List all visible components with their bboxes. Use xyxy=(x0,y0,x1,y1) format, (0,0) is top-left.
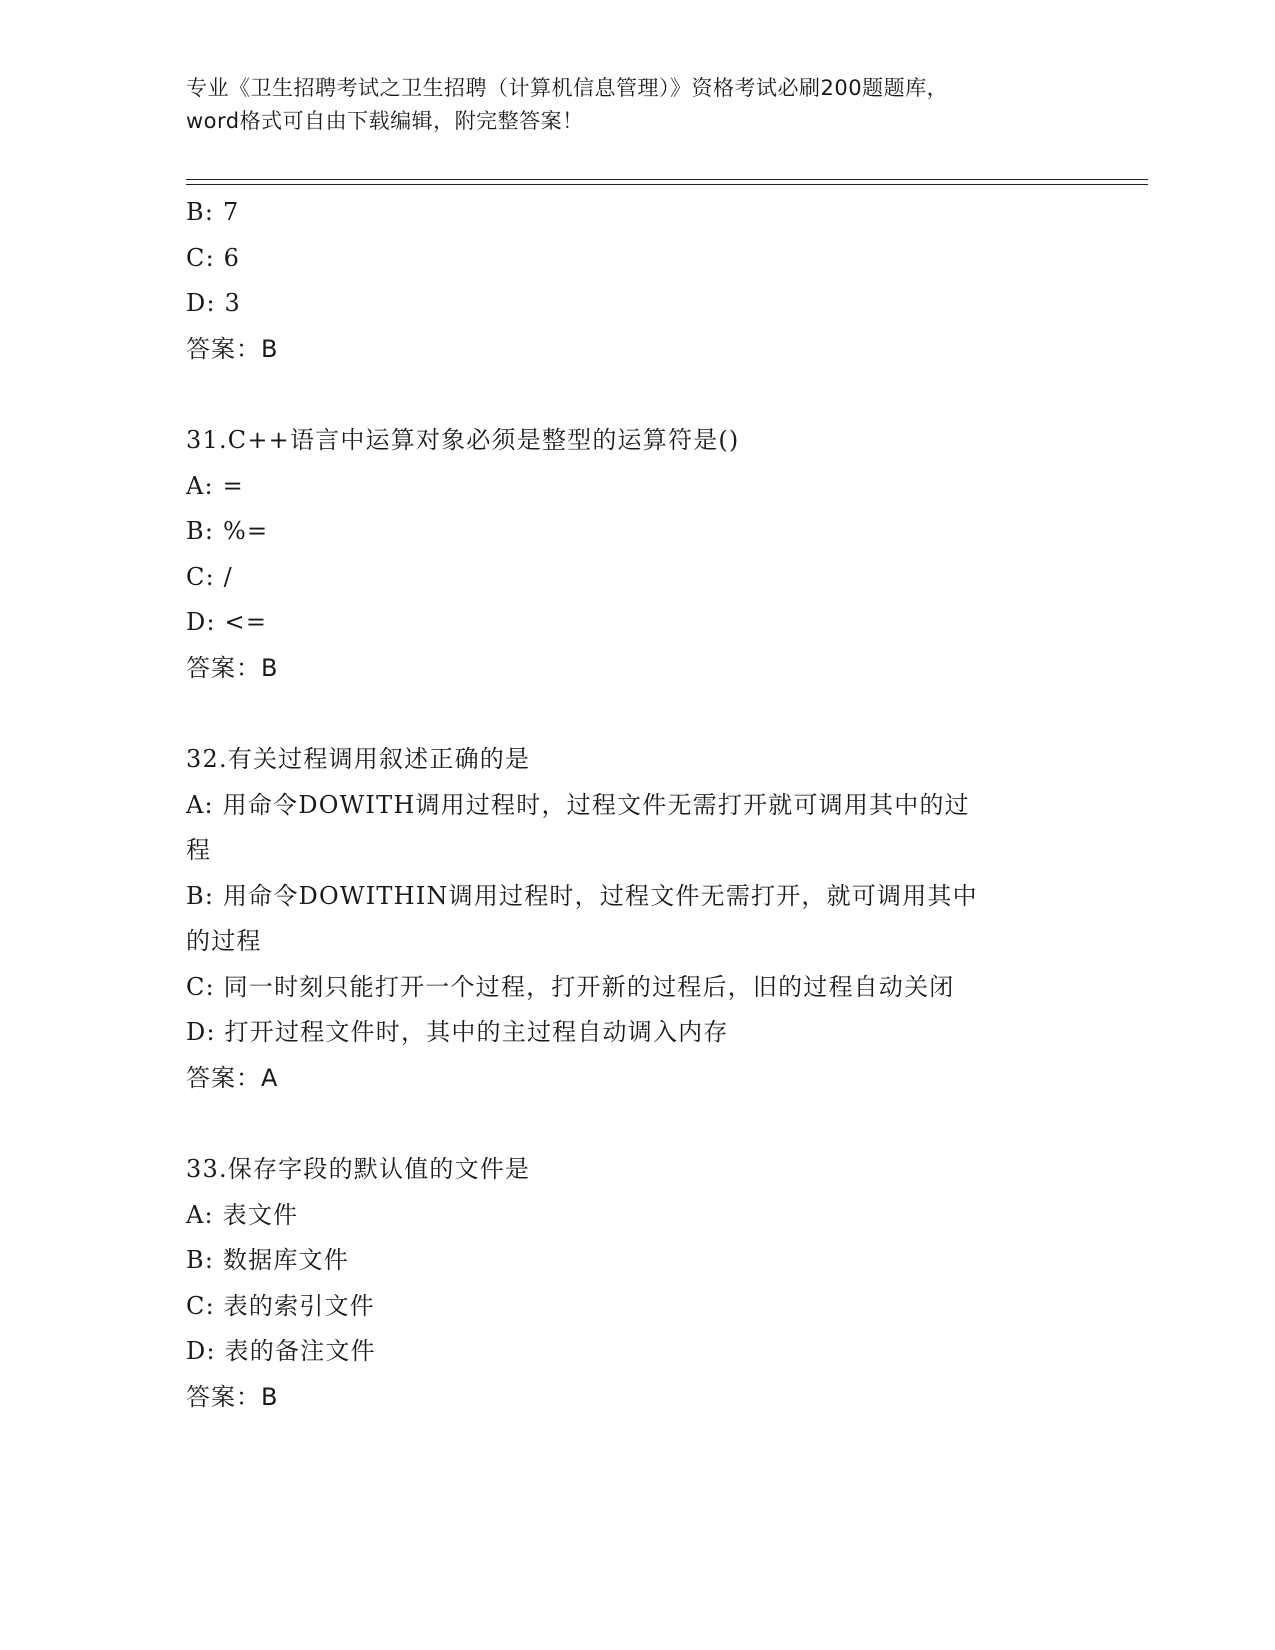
header-title-line-1: 专业《卫生招聘考试之卫生招聘（计算机信息管理）》资格考试必刷200题题库， xyxy=(186,76,949,100)
header-title-line-2: word格式可自由下载编辑，附完整答案！ xyxy=(186,109,584,133)
option-d: D: 3 xyxy=(186,289,242,317)
question-30-tail xyxy=(186,190,1086,372)
option-c: C: 6 xyxy=(186,243,241,272)
question-stem: 32.有关过程调用叙述正确的是 xyxy=(186,745,531,773)
question-31 xyxy=(186,418,1086,691)
option-a-line-1: A: 用命令DOWITH调用过程时，过程文件无需打开就可调用其中的过 xyxy=(186,790,970,819)
question-33 xyxy=(186,1147,1086,1420)
option-c: C: 表的索引文件 xyxy=(186,1291,375,1320)
option-c: C: / xyxy=(186,562,233,591)
question-32 xyxy=(186,737,1086,1101)
option-a-line-2: 程 xyxy=(186,836,212,864)
answer-line: 答案：B xyxy=(186,653,279,682)
option-b-line-2: 的过程 xyxy=(186,927,262,955)
option-a: A: 表文件 xyxy=(186,1200,299,1229)
spacer xyxy=(186,1101,1086,1147)
spacer xyxy=(186,691,1086,737)
header-double-rule xyxy=(186,179,1148,185)
option-b-line-1: B: 用命令DOWITHIN调用过程时，过程文件无需打开，就可调用其中 xyxy=(186,881,978,910)
question-stem: 33.保存字段的默认值的文件是 xyxy=(186,1155,531,1183)
option-d: D: 表的备注文件 xyxy=(186,1337,376,1365)
option-d: D: <= xyxy=(186,608,268,636)
answer-line: 答案：B xyxy=(186,1382,279,1411)
option-a: A: = xyxy=(186,471,244,500)
option-b: B: 数据库文件 xyxy=(186,1246,349,1274)
answer-line: 答案：B xyxy=(186,334,279,363)
question-stem: 31.C++语言中运算对象必须是整型的运算符是() xyxy=(186,426,740,454)
spacer xyxy=(186,372,1086,418)
option-b: B: 7 xyxy=(186,198,240,226)
page-header xyxy=(186,72,1086,138)
answer-line: 答案：A xyxy=(186,1063,279,1092)
question-list xyxy=(186,190,1086,1420)
option-b: B: %= xyxy=(186,517,269,545)
option-c: C: 同一时刻只能打开一个过程，打开新的过程后，旧的过程自动关闭 xyxy=(186,972,955,1001)
option-d: D: 打开过程文件时，其中的主过程自动调入内存 xyxy=(186,1018,729,1046)
